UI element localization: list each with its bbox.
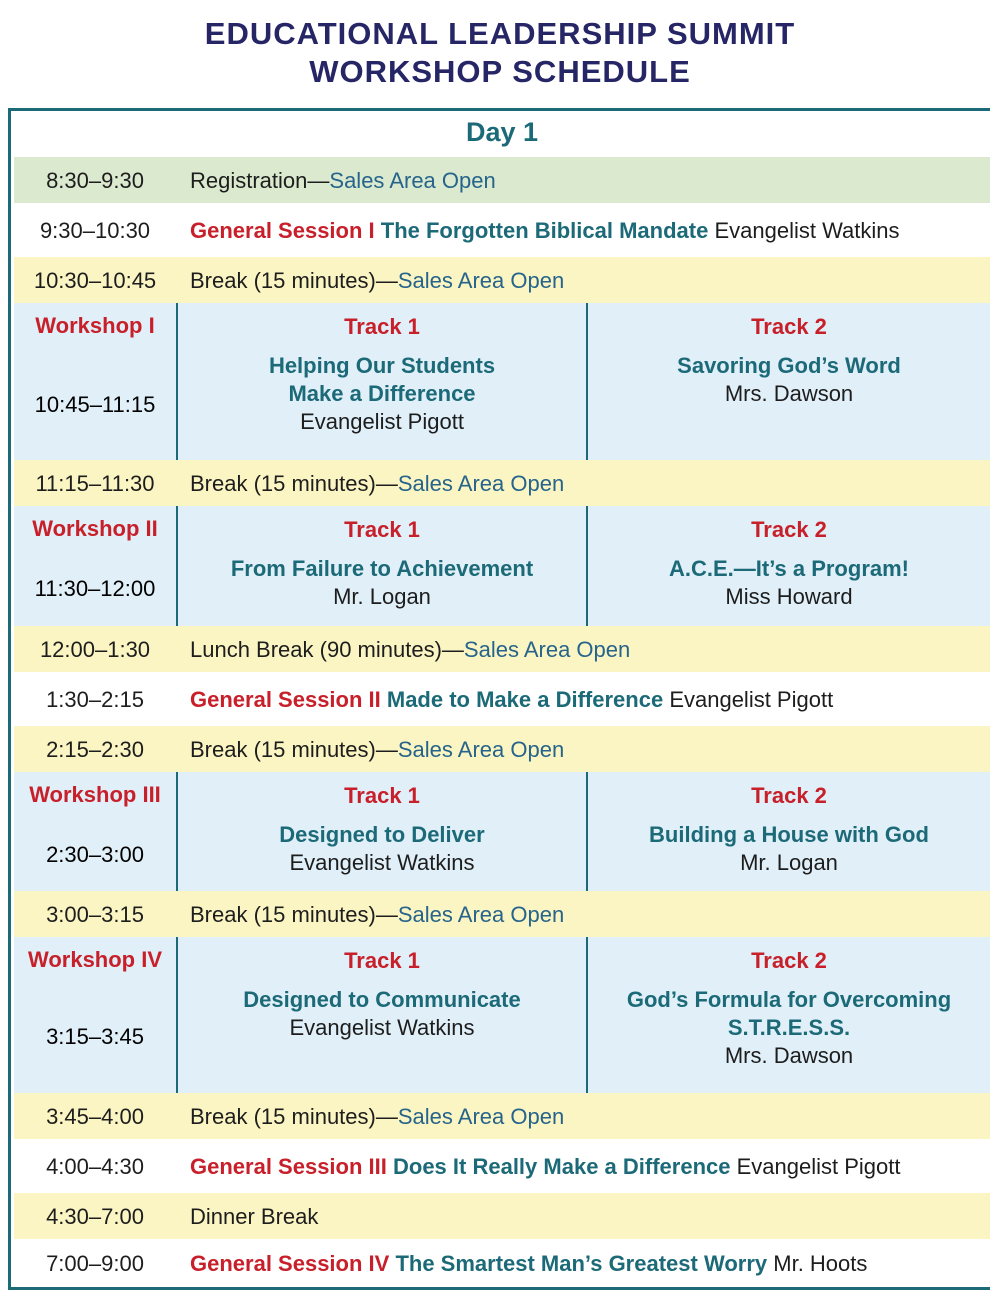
row-text: Break (15 minutes)—Sales Area Open xyxy=(190,902,565,927)
workshop-label: Workshop IV xyxy=(27,947,163,972)
track-label: Track 2 xyxy=(751,314,827,339)
schedule-row-lunch xyxy=(14,626,990,672)
track-title: Designed to Deliver xyxy=(279,822,485,847)
row-time: 1:30–2:15 xyxy=(46,687,144,712)
row-time: 10:30–10:45 xyxy=(33,268,157,293)
row-text: Break (15 minutes)—Sales Area Open xyxy=(190,471,565,496)
row-text: Dinner Break xyxy=(190,1204,319,1229)
track-label: Track 2 xyxy=(751,948,827,973)
track-label: Track 1 xyxy=(344,948,420,973)
row-text xyxy=(190,1251,867,1277)
row-text: Registration—Sales Area Open xyxy=(190,168,496,193)
sales-area-note: Sales Area Open xyxy=(463,637,631,662)
row-text xyxy=(190,218,900,244)
track-label: Track 2 xyxy=(751,783,827,808)
track-2-cell xyxy=(588,782,990,877)
workshop-row-1 xyxy=(14,303,990,460)
workshop-row-2 xyxy=(14,506,990,626)
session-name: General Session I xyxy=(190,218,375,243)
session-topic: The Smartest Man’s Greatest Worry xyxy=(395,1251,768,1276)
row-text xyxy=(190,687,833,713)
track-speaker: Mr. Logan xyxy=(740,850,838,875)
track-title: Designed to Communicate xyxy=(243,987,521,1012)
row-text: Lunch Break (90 minutes)—Sales Area Open xyxy=(190,637,631,662)
row-text: Break (15 minutes)—Sales Area Open xyxy=(190,268,565,293)
schedule-row-general-session-4 xyxy=(14,1239,990,1287)
workshop-time: 2:30–3:00 xyxy=(46,842,144,867)
track-speaker: Miss Howard xyxy=(725,584,853,609)
track-title: God’s Formula for Overcoming xyxy=(626,987,952,1012)
track-title: Helping Our Students xyxy=(268,353,496,378)
session-name: General Session III xyxy=(190,1154,387,1179)
schedule-table xyxy=(8,108,990,1290)
sales-area-note: Sales Area Open xyxy=(397,737,565,762)
track-1-cell xyxy=(178,782,586,877)
session-speaker: Mr. Hoots xyxy=(773,1251,868,1276)
row-time: 3:45–4:00 xyxy=(46,1104,144,1129)
session-topic: Does It Really Make a Difference xyxy=(393,1154,731,1179)
day-header-row xyxy=(14,111,990,157)
sales-area-note: Sales Area Open xyxy=(329,168,496,193)
track-title-line-2: S.T.R.E.S.S. xyxy=(727,1015,851,1040)
schedule-row-break xyxy=(14,891,990,937)
schedule-row-general-session-3 xyxy=(14,1139,990,1193)
track-label: Track 1 xyxy=(344,517,420,542)
schedule-row-dinner xyxy=(14,1193,990,1239)
track-speaker: Evangelist Watkins xyxy=(289,1015,475,1040)
track-2-cell xyxy=(588,947,990,1070)
schedule-row-general-session-2 xyxy=(14,672,990,726)
schedule-row-registration xyxy=(14,157,990,203)
workshop-label: Workshop II xyxy=(32,516,158,541)
session-name: General Session II xyxy=(190,687,381,712)
session-topic: Made to Make a Difference xyxy=(386,687,664,712)
row-time: 11:15–11:30 xyxy=(35,471,155,496)
workshop-time: 10:45–11:15 xyxy=(34,392,156,417)
track-speaker: Mr. Logan xyxy=(333,584,431,609)
track-label: Track 2 xyxy=(751,517,827,542)
session-speaker: Evangelist Watkins xyxy=(714,218,900,243)
row-time: 7:00–9:00 xyxy=(46,1251,144,1276)
track-speaker: Mrs. Dawson xyxy=(724,1043,854,1068)
track-2-cell xyxy=(588,516,990,611)
schedule-row-general-session-1 xyxy=(14,203,990,257)
track-speaker: Evangelist Pigott xyxy=(300,409,464,434)
track-title: A.C.E.—It’s a Program! xyxy=(668,556,909,581)
track-2-cell xyxy=(588,313,990,408)
track-1-cell xyxy=(178,947,586,1042)
session-name: General Session IV xyxy=(190,1251,390,1276)
schedule-title-line-1: EDUCATIONAL LEADERSHIP SUMMIT xyxy=(204,16,796,51)
workshop-time: 11:30–12:00 xyxy=(34,576,156,601)
sales-area-note: Sales Area Open xyxy=(397,902,565,927)
row-text xyxy=(190,1154,900,1180)
session-speaker: Evangelist Pigott xyxy=(736,1154,901,1179)
schedule-row-break xyxy=(14,1093,990,1139)
session-topic: The Forgotten Biblical Mandate xyxy=(380,218,709,243)
workshop-label: Workshop I xyxy=(35,313,155,338)
session-speaker: Evangelist Pigott xyxy=(669,687,834,712)
row-time: 4:30–7:00 xyxy=(46,1204,144,1229)
schedule-row-break xyxy=(14,257,990,303)
row-text: Break (15 minutes)—Sales Area Open xyxy=(190,737,565,762)
row-time: 4:00–4:30 xyxy=(46,1154,144,1179)
schedule-row-break xyxy=(14,726,990,772)
track-title: Building a House with God xyxy=(649,822,929,847)
track-label: Track 1 xyxy=(344,314,420,339)
track-speaker: Evangelist Watkins xyxy=(289,850,475,875)
schedule-title-line-2: WORKSHOP SCHEDULE xyxy=(309,54,691,89)
workshop-time: 3:15–3:45 xyxy=(46,1024,144,1049)
workshop-label: Workshop III xyxy=(29,782,161,807)
track-1-cell xyxy=(178,313,586,436)
row-time: 2:15–2:30 xyxy=(46,737,144,762)
track-speaker: Mrs. Dawson xyxy=(724,381,854,406)
workshop-row-4 xyxy=(14,937,990,1093)
row-time: 8:30–9:30 xyxy=(46,168,144,193)
day-heading: Day 1 xyxy=(465,117,539,147)
workshop-row-3 xyxy=(14,772,990,891)
track-title-line-2: Make a Difference xyxy=(288,381,476,406)
track-label: Track 1 xyxy=(344,783,420,808)
row-time: 3:00–3:15 xyxy=(46,902,144,927)
sales-area-note: Sales Area Open xyxy=(397,268,565,293)
row-text: Break (15 minutes)—Sales Area Open xyxy=(190,1104,565,1129)
schedule-row-break xyxy=(14,460,990,506)
track-title: From Failure to Achievement xyxy=(230,556,534,581)
sales-area-note: Sales Area Open xyxy=(397,471,565,496)
track-1-cell xyxy=(178,516,586,611)
row-time: 12:00–1:30 xyxy=(39,637,151,662)
sales-area-note: Sales Area Open xyxy=(397,1104,565,1129)
row-time: 9:30–10:30 xyxy=(39,218,151,243)
track-title: Savoring God’s Word xyxy=(677,353,901,378)
